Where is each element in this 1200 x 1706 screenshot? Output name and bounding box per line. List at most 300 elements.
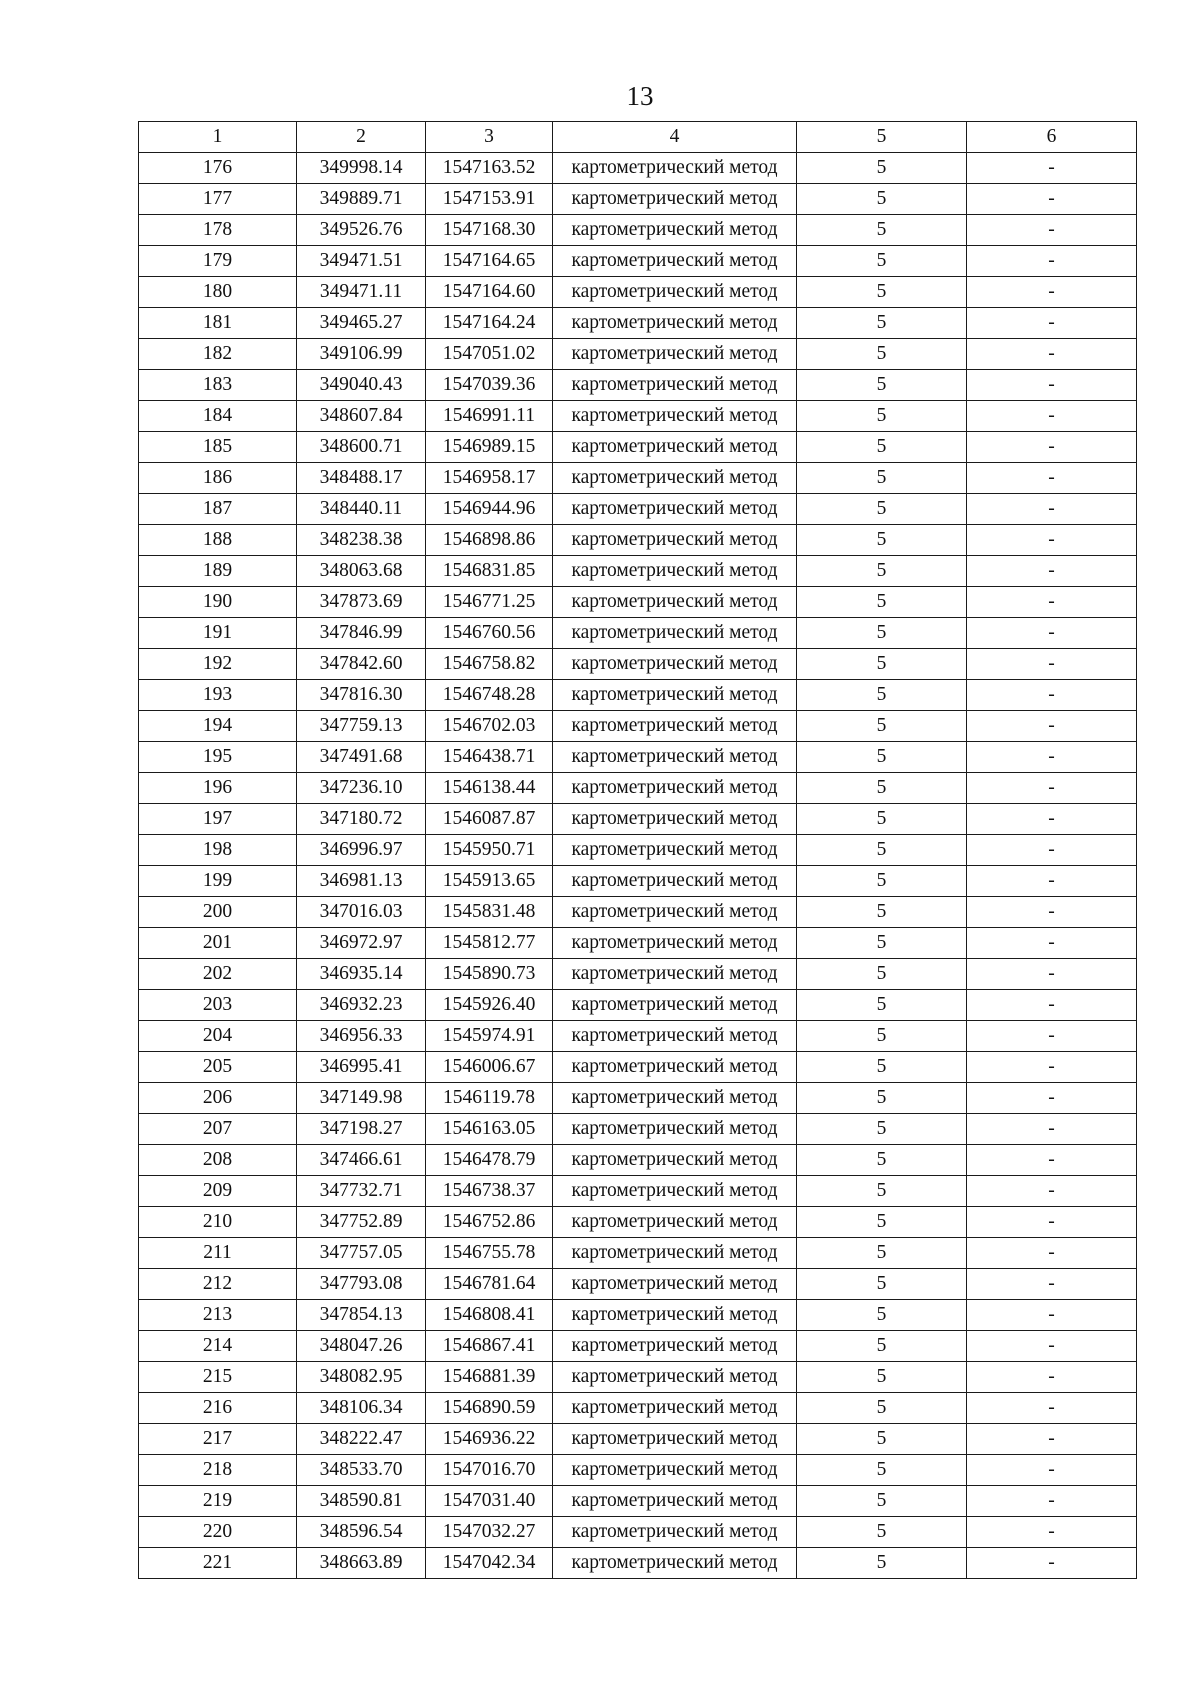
y-coordinate-cell: 1546119.78 (426, 1083, 553, 1114)
note-cell: - (967, 835, 1137, 866)
point-number-cell: 197 (139, 804, 297, 835)
coordinates-table (138, 121, 1137, 1579)
column-header-6: 6 (967, 122, 1137, 153)
method-cell: картометрический метод (553, 1176, 797, 1207)
table-row (139, 556, 1137, 587)
y-coordinate-cell: 1546881.39 (426, 1362, 553, 1393)
accuracy-cell: 5 (797, 401, 967, 432)
x-coordinate-cell: 349106.99 (297, 339, 426, 370)
table-row (139, 525, 1137, 556)
point-number-cell: 176 (139, 153, 297, 184)
accuracy-cell: 5 (797, 277, 967, 308)
point-number-cell: 191 (139, 618, 297, 649)
y-coordinate-cell: 1546831.85 (426, 556, 553, 587)
point-number-cell: 207 (139, 1114, 297, 1145)
accuracy-cell: 5 (797, 1486, 967, 1517)
point-number-cell: 186 (139, 463, 297, 494)
accuracy-cell: 5 (797, 1424, 967, 1455)
y-coordinate-cell: 1546438.71 (426, 742, 553, 773)
note-cell: - (967, 494, 1137, 525)
table-row (139, 215, 1137, 246)
table-row (139, 1424, 1137, 1455)
method-cell: картометрический метод (553, 463, 797, 494)
point-number-cell: 216 (139, 1393, 297, 1424)
y-coordinate-cell: 1547164.65 (426, 246, 553, 277)
note-cell: - (967, 928, 1137, 959)
note-cell: - (967, 680, 1137, 711)
accuracy-cell: 5 (797, 649, 967, 680)
point-number-cell: 217 (139, 1424, 297, 1455)
accuracy-cell: 5 (797, 370, 967, 401)
table-row (139, 711, 1137, 742)
x-coordinate-cell: 347854.13 (297, 1300, 426, 1331)
y-coordinate-cell: 1547163.52 (426, 153, 553, 184)
point-number-cell: 205 (139, 1052, 297, 1083)
accuracy-cell: 5 (797, 835, 967, 866)
x-coordinate-cell: 346972.97 (297, 928, 426, 959)
y-coordinate-cell: 1545974.91 (426, 1021, 553, 1052)
x-coordinate-cell: 349998.14 (297, 153, 426, 184)
x-coordinate-cell: 347236.10 (297, 773, 426, 804)
accuracy-cell: 5 (797, 804, 967, 835)
note-cell: - (967, 1021, 1137, 1052)
point-number-cell: 209 (139, 1176, 297, 1207)
point-number-cell: 202 (139, 959, 297, 990)
table-row (139, 246, 1137, 277)
accuracy-cell: 5 (797, 1021, 967, 1052)
x-coordinate-cell: 348663.89 (297, 1548, 426, 1579)
x-coordinate-cell: 347757.05 (297, 1238, 426, 1269)
note-cell: - (967, 339, 1137, 370)
y-coordinate-cell: 1546936.22 (426, 1424, 553, 1455)
method-cell: картометрический метод (553, 711, 797, 742)
y-coordinate-cell: 1546752.86 (426, 1207, 553, 1238)
y-coordinate-cell: 1546944.96 (426, 494, 553, 525)
note-cell: - (967, 153, 1137, 184)
method-cell: картометрический метод (553, 1300, 797, 1331)
table-row (139, 649, 1137, 680)
accuracy-cell: 5 (797, 1393, 967, 1424)
y-coordinate-cell: 1546006.67 (426, 1052, 553, 1083)
accuracy-cell: 5 (797, 990, 967, 1021)
y-coordinate-cell: 1545926.40 (426, 990, 553, 1021)
x-coordinate-cell: 347180.72 (297, 804, 426, 835)
accuracy-cell: 5 (797, 184, 967, 215)
x-coordinate-cell: 348590.81 (297, 1486, 426, 1517)
y-coordinate-cell: 1546808.41 (426, 1300, 553, 1331)
accuracy-cell: 5 (797, 587, 967, 618)
y-coordinate-cell: 1546958.17 (426, 463, 553, 494)
point-number-cell: 185 (139, 432, 297, 463)
x-coordinate-cell: 347149.98 (297, 1083, 426, 1114)
x-coordinate-cell: 348222.47 (297, 1424, 426, 1455)
table-header-row (139, 122, 1137, 153)
table-row (139, 1207, 1137, 1238)
accuracy-cell: 5 (797, 525, 967, 556)
accuracy-cell: 5 (797, 928, 967, 959)
point-number-cell: 218 (139, 1455, 297, 1486)
method-cell: картометрический метод (553, 773, 797, 804)
table-row (139, 463, 1137, 494)
y-coordinate-cell: 1547016.70 (426, 1455, 553, 1486)
method-cell: картометрический метод (553, 897, 797, 928)
point-number-cell: 215 (139, 1362, 297, 1393)
y-coordinate-cell: 1547032.27 (426, 1517, 553, 1548)
x-coordinate-cell: 348600.71 (297, 432, 426, 463)
table-row (139, 184, 1137, 215)
note-cell: - (967, 556, 1137, 587)
method-cell: картометрический метод (553, 556, 797, 587)
point-number-cell: 183 (139, 370, 297, 401)
x-coordinate-cell: 348440.11 (297, 494, 426, 525)
note-cell: - (967, 866, 1137, 897)
y-coordinate-cell: 1546702.03 (426, 711, 553, 742)
accuracy-cell: 5 (797, 1238, 967, 1269)
method-cell: картометрический метод (553, 1424, 797, 1455)
point-number-cell: 212 (139, 1269, 297, 1300)
point-number-cell: 213 (139, 1300, 297, 1331)
method-cell: картометрический метод (553, 587, 797, 618)
note-cell: - (967, 1114, 1137, 1145)
note-cell: - (967, 897, 1137, 928)
method-cell: картометрический метод (553, 1145, 797, 1176)
x-coordinate-cell: 349889.71 (297, 184, 426, 215)
note-cell: - (967, 742, 1137, 773)
x-coordinate-cell: 348047.26 (297, 1331, 426, 1362)
x-coordinate-cell: 347842.60 (297, 649, 426, 680)
method-cell: картометрический метод (553, 525, 797, 556)
method-cell: картометрический метод (553, 494, 797, 525)
method-cell: картометрический метод (553, 1393, 797, 1424)
method-cell: картометрический метод (553, 432, 797, 463)
accuracy-cell: 5 (797, 463, 967, 494)
x-coordinate-cell: 348596.54 (297, 1517, 426, 1548)
point-number-cell: 196 (139, 773, 297, 804)
y-coordinate-cell: 1547164.60 (426, 277, 553, 308)
method-cell: картометрический метод (553, 1021, 797, 1052)
method-cell: картометрический метод (553, 153, 797, 184)
accuracy-cell: 5 (797, 711, 967, 742)
point-number-cell: 181 (139, 308, 297, 339)
x-coordinate-cell: 346995.41 (297, 1052, 426, 1083)
point-number-cell: 192 (139, 649, 297, 680)
y-coordinate-cell: 1547051.02 (426, 339, 553, 370)
method-cell: картометрический метод (553, 1548, 797, 1579)
accuracy-cell: 5 (797, 339, 967, 370)
note-cell: - (967, 246, 1137, 277)
note-cell: - (967, 463, 1137, 494)
y-coordinate-cell: 1546989.15 (426, 432, 553, 463)
table-row (139, 1393, 1137, 1424)
point-number-cell: 187 (139, 494, 297, 525)
point-number-cell: 206 (139, 1083, 297, 1114)
accuracy-cell: 5 (797, 1548, 967, 1579)
x-coordinate-cell: 348063.68 (297, 556, 426, 587)
y-coordinate-cell: 1546890.59 (426, 1393, 553, 1424)
accuracy-cell: 5 (797, 1207, 967, 1238)
table-row (139, 308, 1137, 339)
accuracy-cell: 5 (797, 153, 967, 184)
point-number-cell: 208 (139, 1145, 297, 1176)
x-coordinate-cell: 347873.69 (297, 587, 426, 618)
accuracy-cell: 5 (797, 1362, 967, 1393)
note-cell: - (967, 1176, 1137, 1207)
note-cell: - (967, 401, 1137, 432)
table-row (139, 1455, 1137, 1486)
y-coordinate-cell: 1546758.82 (426, 649, 553, 680)
accuracy-cell: 5 (797, 1052, 967, 1083)
table-row (139, 897, 1137, 928)
x-coordinate-cell: 348607.84 (297, 401, 426, 432)
x-coordinate-cell: 347752.89 (297, 1207, 426, 1238)
table-row (139, 959, 1137, 990)
y-coordinate-cell: 1547153.91 (426, 184, 553, 215)
note-cell: - (967, 1331, 1137, 1362)
table-row (139, 1145, 1137, 1176)
note-cell: - (967, 1207, 1137, 1238)
note-cell: - (967, 1052, 1137, 1083)
point-number-cell: 220 (139, 1517, 297, 1548)
y-coordinate-cell: 1545913.65 (426, 866, 553, 897)
x-coordinate-cell: 347491.68 (297, 742, 426, 773)
point-number-cell: 184 (139, 401, 297, 432)
method-cell: картометрический метод (553, 866, 797, 897)
accuracy-cell: 5 (797, 308, 967, 339)
table-row (139, 432, 1137, 463)
table-row (139, 835, 1137, 866)
x-coordinate-cell: 347846.99 (297, 618, 426, 649)
y-coordinate-cell: 1547168.30 (426, 215, 553, 246)
note-cell: - (967, 1362, 1137, 1393)
accuracy-cell: 5 (797, 959, 967, 990)
table-row (139, 773, 1137, 804)
table-row (139, 587, 1137, 618)
point-number-cell: 214 (139, 1331, 297, 1362)
method-cell: картометрический метод (553, 618, 797, 649)
note-cell: - (967, 804, 1137, 835)
y-coordinate-cell: 1545950.71 (426, 835, 553, 866)
y-coordinate-cell: 1546748.28 (426, 680, 553, 711)
note-cell: - (967, 1300, 1137, 1331)
note-cell: - (967, 370, 1137, 401)
point-number-cell: 210 (139, 1207, 297, 1238)
accuracy-cell: 5 (797, 215, 967, 246)
method-cell: картометрический метод (553, 959, 797, 990)
table-row (139, 1238, 1137, 1269)
page-number: 13 (626, 81, 654, 111)
note-cell: - (967, 990, 1137, 1021)
point-number-cell: 190 (139, 587, 297, 618)
accuracy-cell: 5 (797, 1176, 967, 1207)
note-cell: - (967, 1424, 1137, 1455)
table-row (139, 153, 1137, 184)
y-coordinate-cell: 1546738.37 (426, 1176, 553, 1207)
x-coordinate-cell: 347732.71 (297, 1176, 426, 1207)
point-number-cell: 188 (139, 525, 297, 556)
accuracy-cell: 5 (797, 680, 967, 711)
accuracy-cell: 5 (797, 742, 967, 773)
point-number-cell: 180 (139, 277, 297, 308)
column-header-4: 4 (553, 122, 797, 153)
y-coordinate-cell: 1546771.25 (426, 587, 553, 618)
method-cell: картометрический метод (553, 990, 797, 1021)
x-coordinate-cell: 349040.43 (297, 370, 426, 401)
table-row (139, 1362, 1137, 1393)
table-row (139, 1052, 1137, 1083)
table-row (139, 1176, 1137, 1207)
table-row (139, 990, 1137, 1021)
table-row (139, 618, 1137, 649)
point-number-cell: 195 (139, 742, 297, 773)
point-number-cell: 221 (139, 1548, 297, 1579)
table-row (139, 1300, 1137, 1331)
note-cell: - (967, 1083, 1137, 1114)
method-cell: картометрический метод (553, 680, 797, 711)
method-cell: картометрический метод (553, 1517, 797, 1548)
note-cell: - (967, 215, 1137, 246)
y-coordinate-cell: 1546898.86 (426, 525, 553, 556)
accuracy-cell: 5 (797, 556, 967, 587)
accuracy-cell: 5 (797, 1300, 967, 1331)
method-cell: картометрический метод (553, 1083, 797, 1114)
method-cell: картометрический метод (553, 835, 797, 866)
y-coordinate-cell: 1547039.36 (426, 370, 553, 401)
note-cell: - (967, 959, 1137, 990)
note-cell: - (967, 1269, 1137, 1300)
method-cell: картометрический метод (553, 928, 797, 959)
point-number-cell: 211 (139, 1238, 297, 1269)
table-row (139, 1114, 1137, 1145)
table-row (139, 742, 1137, 773)
x-coordinate-cell: 349465.27 (297, 308, 426, 339)
table-row (139, 339, 1137, 370)
note-cell: - (967, 525, 1137, 556)
method-cell: картометрический метод (553, 1052, 797, 1083)
note-cell: - (967, 1455, 1137, 1486)
table-row (139, 1486, 1137, 1517)
table-row (139, 928, 1137, 959)
method-cell: картометрический метод (553, 1455, 797, 1486)
point-number-cell: 177 (139, 184, 297, 215)
y-coordinate-cell: 1547164.24 (426, 308, 553, 339)
x-coordinate-cell: 346996.97 (297, 835, 426, 866)
x-coordinate-cell: 348238.38 (297, 525, 426, 556)
method-cell: картометрический метод (553, 649, 797, 680)
method-cell: картометрический метод (553, 339, 797, 370)
column-header-2: 2 (297, 122, 426, 153)
x-coordinate-cell: 347759.13 (297, 711, 426, 742)
table-row (139, 1021, 1137, 1052)
accuracy-cell: 5 (797, 494, 967, 525)
method-cell: картометрический метод (553, 1486, 797, 1517)
accuracy-cell: 5 (797, 897, 967, 928)
method-cell: картометрический метод (553, 308, 797, 339)
method-cell: картометрический метод (553, 401, 797, 432)
point-number-cell: 200 (139, 897, 297, 928)
x-coordinate-cell: 348082.95 (297, 1362, 426, 1393)
method-cell: картометрический метод (553, 1207, 797, 1238)
point-number-cell: 204 (139, 1021, 297, 1052)
method-cell: картометрический метод (553, 804, 797, 835)
note-cell: - (967, 587, 1137, 618)
note-cell: - (967, 1393, 1137, 1424)
note-cell: - (967, 649, 1137, 680)
method-cell: картометрический метод (553, 1269, 797, 1300)
x-coordinate-cell: 347793.08 (297, 1269, 426, 1300)
note-cell: - (967, 773, 1137, 804)
point-number-cell: 201 (139, 928, 297, 959)
y-coordinate-cell: 1546478.79 (426, 1145, 553, 1176)
point-number-cell: 194 (139, 711, 297, 742)
table-row (139, 1517, 1137, 1548)
point-number-cell: 178 (139, 215, 297, 246)
accuracy-cell: 5 (797, 432, 967, 463)
note-cell: - (967, 1517, 1137, 1548)
x-coordinate-cell: 349471.11 (297, 277, 426, 308)
table-body (139, 153, 1137, 1579)
accuracy-cell: 5 (797, 618, 967, 649)
point-number-cell: 203 (139, 990, 297, 1021)
method-cell: картометрический метод (553, 277, 797, 308)
accuracy-cell: 5 (797, 773, 967, 804)
x-coordinate-cell: 346981.13 (297, 866, 426, 897)
x-coordinate-cell: 346956.33 (297, 1021, 426, 1052)
y-coordinate-cell: 1545890.73 (426, 959, 553, 990)
y-coordinate-cell: 1545831.48 (426, 897, 553, 928)
note-cell: - (967, 1486, 1137, 1517)
point-number-cell: 193 (139, 680, 297, 711)
y-coordinate-cell: 1546867.41 (426, 1331, 553, 1362)
y-coordinate-cell: 1546991.11 (426, 401, 553, 432)
y-coordinate-cell: 1546760.56 (426, 618, 553, 649)
x-coordinate-cell: 349471.51 (297, 246, 426, 277)
note-cell: - (967, 618, 1137, 649)
note-cell: - (967, 1145, 1137, 1176)
method-cell: картометрический метод (553, 1114, 797, 1145)
table-row (139, 804, 1137, 835)
x-coordinate-cell: 347016.03 (297, 897, 426, 928)
table-row (139, 1331, 1137, 1362)
x-coordinate-cell: 348488.17 (297, 463, 426, 494)
x-coordinate-cell: 348533.70 (297, 1455, 426, 1486)
y-coordinate-cell: 1545812.77 (426, 928, 553, 959)
method-cell: картометрический метод (553, 1362, 797, 1393)
note-cell: - (967, 184, 1137, 215)
y-coordinate-cell: 1547031.40 (426, 1486, 553, 1517)
table-row (139, 1269, 1137, 1300)
column-header-5: 5 (797, 122, 967, 153)
method-cell: картометрический метод (553, 215, 797, 246)
accuracy-cell: 5 (797, 1455, 967, 1486)
method-cell: картометрический метод (553, 370, 797, 401)
point-number-cell: 179 (139, 246, 297, 277)
x-coordinate-cell: 347466.61 (297, 1145, 426, 1176)
accuracy-cell: 5 (797, 1517, 967, 1548)
column-header-1: 1 (139, 122, 297, 153)
accuracy-cell: 5 (797, 866, 967, 897)
accuracy-cell: 5 (797, 1331, 967, 1362)
accuracy-cell: 5 (797, 246, 967, 277)
x-coordinate-cell: 349526.76 (297, 215, 426, 246)
accuracy-cell: 5 (797, 1145, 967, 1176)
y-coordinate-cell: 1546138.44 (426, 773, 553, 804)
x-coordinate-cell: 346935.14 (297, 959, 426, 990)
accuracy-cell: 5 (797, 1269, 967, 1300)
table-row (139, 680, 1137, 711)
note-cell: - (967, 1238, 1137, 1269)
table-row (139, 1548, 1137, 1579)
accuracy-cell: 5 (797, 1114, 967, 1145)
